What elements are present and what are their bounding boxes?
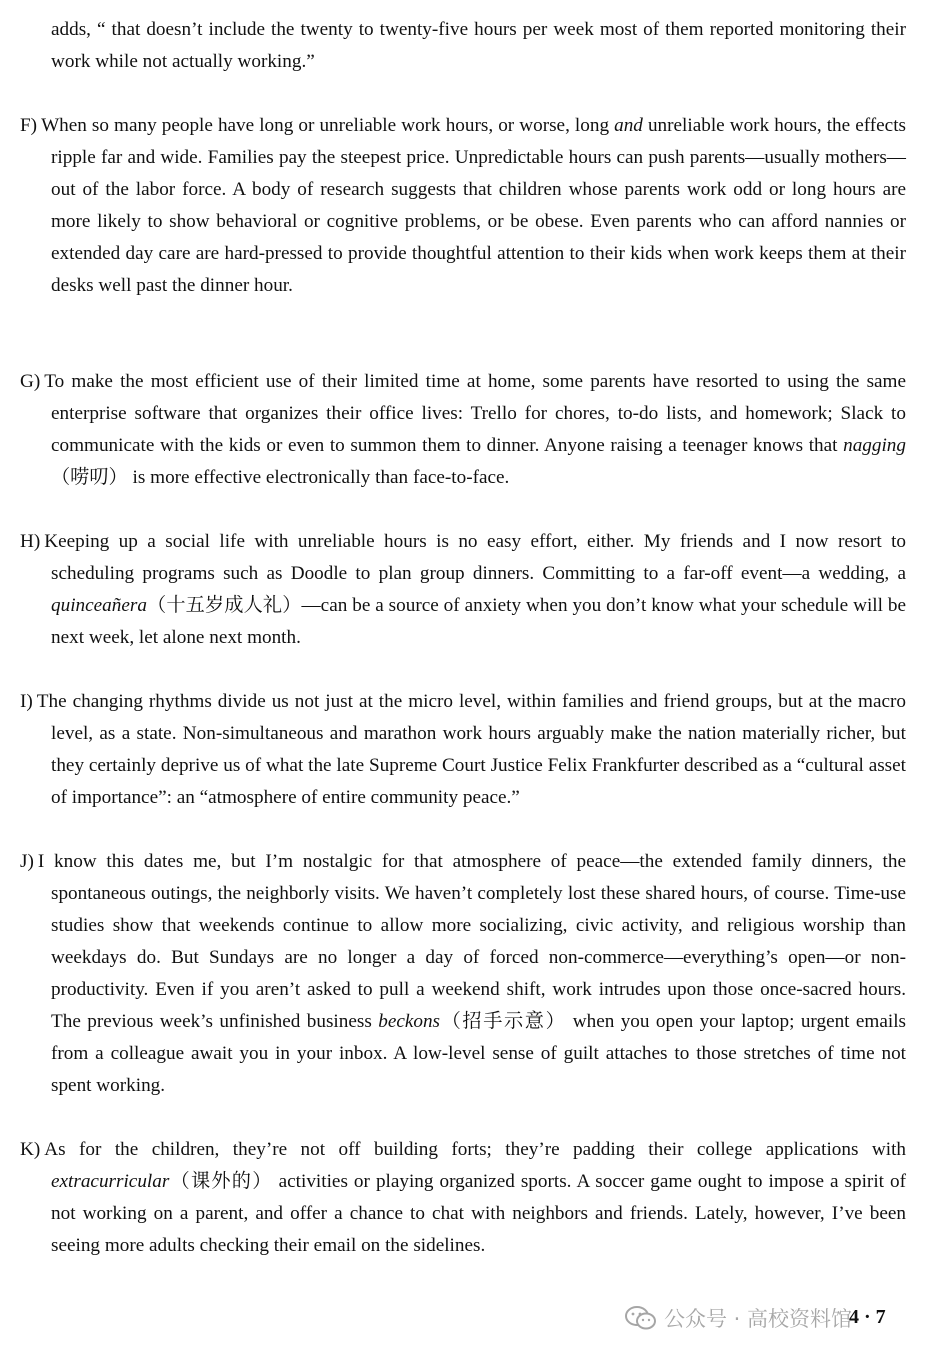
wechat-icon — [624, 1306, 658, 1330]
italic-term: nagging — [843, 435, 906, 456]
paragraph-label: G) — [20, 371, 41, 392]
paragraph-text: unreliable work hours, the effects ripple far and wide. Families pay the steepest price. Unpredictable hours can push parents—usually mothers—out of the labor force. A body of research suggests that children whose parents work odd or long hours are more likely to show behavioral or cognitive problems, or be obese. Even parents who can afford nannies or extended day care are hard-pressed to provide thoughtful attention to their kids when work keeps them at their desks well past the dinner hour. — [51, 115, 906, 296]
paragraph-label: I) — [20, 691, 33, 712]
italic-term: quinceañera — [51, 595, 147, 616]
paragraph-g — [20, 366, 906, 494]
paragraph-h — [20, 526, 906, 654]
paragraph-label: H) — [20, 531, 41, 552]
paragraph-text: I know this dates me, but I’m nostalgic for that atmosphere of peace—the extended family dinners, the spontaneous outings, the neighborly visits. We haven’t completely lost these shared hours, of course. Time-use studies show that weekends continue to allow more socializing, civic activity, and religious worship than weekdays do. But Sundays are no longer a day of forced non-commerce—everything’s open—or non-productivity. Even if you aren’t asked to pull a weekend shift, work intrudes upon those once-sacred hours. The previous week’s unfinished business — [37, 851, 906, 1032]
paragraph-text: To make the most efficient use of their limited time at home, some parents have resorted to using the same enterprise software that organizes their office lives: Trello for chores, to-do lists, and homework; Slack to communicate with the kids or even to summon them to dinner. Anyone raising a teenager knows that — [44, 371, 906, 456]
paragraph-text: （课外的） activities or playing organized sports. A soccer game ought to impose a spirit of not working on a parent, and offer a chance to chat with neighbors and friends. Lately, however, I’ve been seeing more adults checking their email on the sidelines. — [51, 1171, 906, 1256]
paragraph-text: When so many people have long or unreliable work hours, or worse, long — [41, 115, 615, 136]
paragraph-label: J) — [20, 851, 34, 872]
paragraph-e-continued — [20, 14, 906, 78]
italic-term: extracurricular — [51, 1171, 170, 1192]
paragraph-text: （唠叨） is more effective electronically than face-to-face. — [51, 467, 510, 488]
italic-term: and — [614, 115, 643, 136]
paragraph-text: Keeping up a social life with unreliable hours is no easy effort, either. My friends and I now resort to scheduling programs such as Doodle to plan group dinners. Committing to a far-off event—a wedding, a — [44, 531, 906, 584]
italic-term: beckons — [378, 1011, 441, 1032]
watermark — [624, 1304, 852, 1332]
paragraph-label: K) — [20, 1139, 41, 1160]
page-number: 4 · 7 — [849, 1306, 886, 1328]
paragraph-text: As for the children, they’re not off building forts; they’re padding their college applications with — [44, 1139, 906, 1160]
paragraph-f — [20, 110, 906, 302]
paragraph-text: （十五岁成人礼）—can be a source of anxiety when you don’t know what your schedule will be next week, let alone next month. — [51, 595, 906, 648]
paragraph-k — [20, 1134, 906, 1262]
watermark-text: 公众号 · 高校资料馆 — [664, 1307, 853, 1331]
paragraph-i — [20, 686, 906, 814]
paragraph-text: adds, “ that doesn’t include the twenty to twenty-five hours per week most of them reported monitoring their work while not actually working.” — [51, 19, 906, 72]
paragraph-text: The changing rhythms divide us not just at the micro level, within families and friend groups, but at the macro level, as a state. Non-simultaneous and marathon work hours arguably make the nation materially richer, but they certainly deprive us of what the late Supreme Court Justice Felix Frankfurter described as a “cultural asset of importance”: an “atmosphere of entire community peace.” — [36, 691, 906, 808]
paragraph-label: F) — [20, 115, 38, 136]
page-footer — [0, 1298, 927, 1338]
paragraph-text: （招手示意） when you open your laptop; urgent emails from a colleague await you in your inbox. A low-level sense of guilt attaches to those stretches of time not spent working. — [51, 1011, 906, 1096]
paragraph-j — [20, 846, 906, 1102]
